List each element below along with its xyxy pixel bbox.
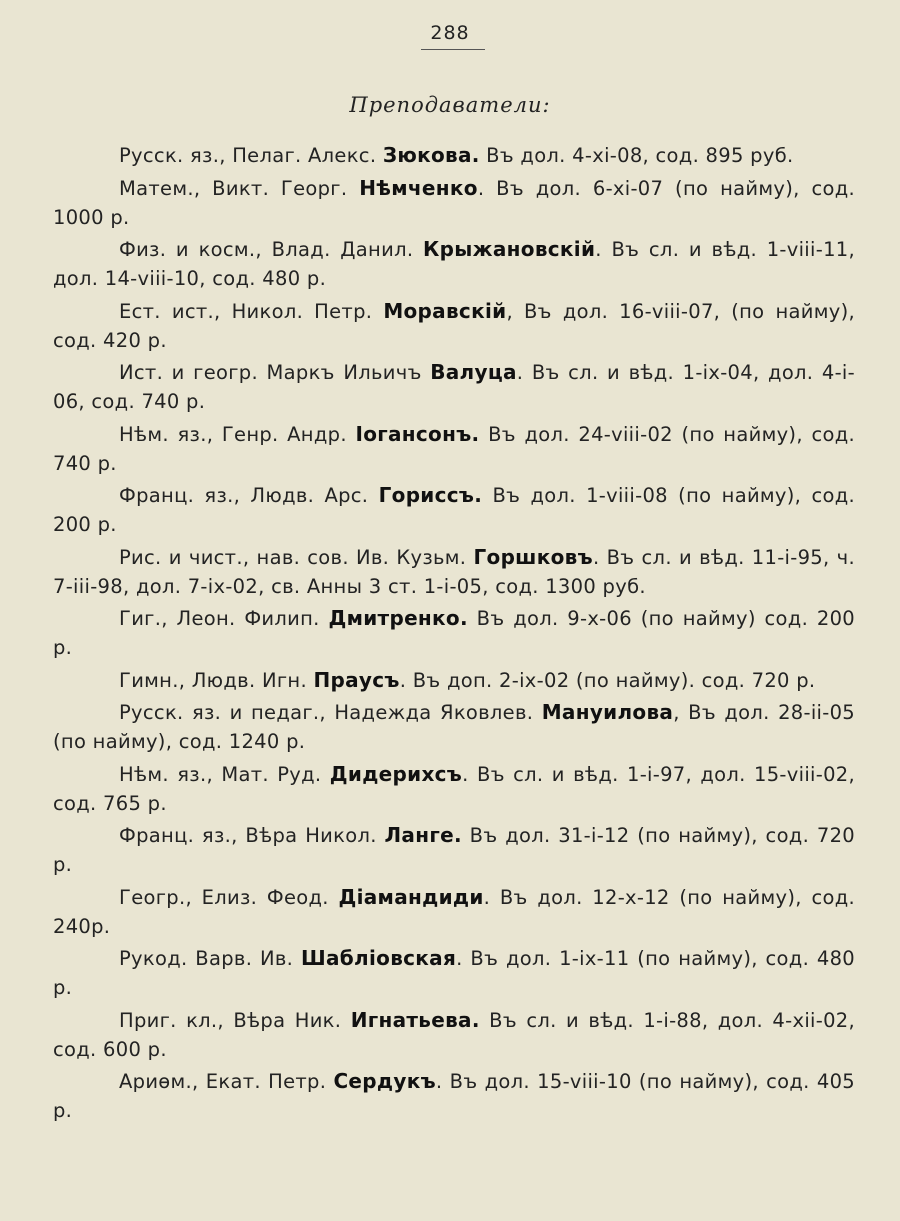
teacher-list xyxy=(53,141,855,1129)
teacher-entry xyxy=(53,174,855,232)
entry-details: Приг. кл., Вѣра Ник. xyxy=(119,1008,351,1032)
entry-service: . Въ сл. и вѣд. 1-viii-11, дол. 14-viii-10, сод. 480 р. xyxy=(53,238,855,290)
entry-service: . Въ сл. и вѣд. 1-ix-04, дол. 4-i-06, сод. 740 р. xyxy=(53,361,855,413)
entry-service: Въ дол. 4-xi-08, сод. 895 руб. xyxy=(479,144,794,167)
entry-service: , Въ дол. 16-viii-07, (по найму), сод. 420 р. xyxy=(53,299,855,352)
entry-service: Въ дол. 1-viii-08 (по найму), сод. 200 р. xyxy=(53,484,855,536)
teacher-surname: Моравскiй xyxy=(383,298,507,323)
entry-details: Франц. яз., Людв. Арс. xyxy=(119,484,379,507)
teacher-surname: Праусъ xyxy=(313,667,400,692)
entry-details: Русск. яз., Пелаг. Алекс. xyxy=(119,144,383,167)
page-number-rule xyxy=(421,49,485,50)
teacher-entry xyxy=(53,821,855,879)
entry-details: Ист. и геогр. Маркъ Ильичъ xyxy=(119,361,431,384)
teacher-surname: Шаблiовская xyxy=(300,946,457,970)
entry-service: Въ дол. 24-viii-02 (по найму), сод. 740 р. xyxy=(53,422,855,475)
entry-service: . Въ сл. и вѣд. 1-i-97, дол. 15-viii-02, сод. 765 р. xyxy=(53,762,856,815)
entry-details: Гимн., Людв. Игн. xyxy=(119,668,314,692)
entry-service: . Въ сл. и вѣд. 11-i-95, ч. 7-iii-98, дол. 7-ix-02, св. Анны 3 ст. 1-i-05, сод. 1300 руб. xyxy=(53,545,855,598)
teacher-entry xyxy=(53,1067,855,1125)
teacher-surname: Дидерихсъ xyxy=(329,761,463,786)
page-number: 288 xyxy=(430,22,470,44)
teacher-surname: Горшковъ xyxy=(473,544,593,569)
section-heading: Преподаватели: xyxy=(349,93,551,117)
teacher-surname: Сердукъ xyxy=(333,1069,436,1093)
teacher-entry xyxy=(53,481,855,539)
entry-details: Ариѳм., Екат. Петр. xyxy=(119,1070,334,1093)
entry-service: . Въ дол. 6-xi-07 (по найму), сод. 1000 р. xyxy=(53,176,855,229)
teacher-entry xyxy=(53,944,855,1002)
teacher-entry xyxy=(53,141,855,170)
entry-service: . Въ доп. 2-ix-02 (по найму). сод. 720 р. xyxy=(399,668,816,692)
entry-details: Нѣм. яз., Мат. Руд. xyxy=(119,762,330,786)
entry-details: Физ. и косм., Влад. Данил. xyxy=(119,238,424,261)
teacher-surname: Валуца xyxy=(430,360,517,384)
teacher-entry xyxy=(53,1006,855,1064)
teacher-surname: Дiамандиди xyxy=(338,884,484,909)
teacher-entry xyxy=(53,543,855,601)
entry-service: Въ дол. 9-x-06 (по найму) сод. 200 р. xyxy=(53,607,855,659)
teacher-entry xyxy=(53,297,855,355)
entry-service: . Въ дол. 1-ix-11 (по найму), сод. 480 р. xyxy=(53,947,855,999)
entry-details: Геогр., Елиз. Феод. xyxy=(119,885,339,909)
teacher-surname: Нѣмченко xyxy=(359,175,478,200)
teacher-surname: Мануилова xyxy=(541,700,674,724)
entry-service: , Въ дол. 28-ii-05 (по найму), сод. 1240 р. xyxy=(53,701,855,753)
entry-details: Русск. яз. и педаг., Надежда Яковлев. xyxy=(119,701,542,724)
teacher-surname: Зюкова. xyxy=(382,143,480,167)
teacher-entry xyxy=(53,358,855,416)
teacher-surname: Крыжановскiй xyxy=(423,237,596,261)
teacher-entry xyxy=(53,235,855,293)
teacher-entry xyxy=(53,420,855,478)
teacher-surname: Iогансонъ. xyxy=(355,421,480,446)
entry-details: Матем., Викт. Георг. xyxy=(119,176,360,200)
entry-service: Въ сл. и вѣд. 1-i-88, дол. 4-xii-02, сод. 600 р. xyxy=(53,1008,855,1061)
entry-service: . Въ дол. 15-viii-10 (по найму), сод. 405 р. xyxy=(53,1070,855,1122)
entry-service: Въ дол. 31-i-12 (по найму), сод. 720 р. xyxy=(53,824,856,876)
teacher-surname: Ланге. xyxy=(384,823,462,847)
entry-details: Франц. яз., Вѣра Никол. xyxy=(119,824,385,847)
teacher-surname: Гориссъ. xyxy=(378,483,483,507)
entry-details: Рукод. Варв. Ив. xyxy=(119,947,301,970)
entry-details: Ест. ист., Никол. Петр. xyxy=(119,299,384,323)
teacher-entry xyxy=(53,604,855,662)
teacher-entry xyxy=(53,666,855,695)
entry-details: Нѣм. яз., Генр. Андр. xyxy=(119,422,356,446)
entry-service: . Въ дол. 12-x-12 (по найму), сод. 240р. xyxy=(53,885,856,938)
teacher-entry xyxy=(53,760,855,818)
teacher-entry xyxy=(53,698,855,756)
entry-details: Рис. и чист., нав. сов. Ив. Кузьм. xyxy=(119,545,474,569)
entry-details: Гиг., Леон. Филип. xyxy=(119,607,329,630)
teacher-entry xyxy=(53,883,855,941)
teacher-surname: Дмитренко. xyxy=(328,606,468,630)
teacher-surname: Игнатьева. xyxy=(350,1007,480,1032)
